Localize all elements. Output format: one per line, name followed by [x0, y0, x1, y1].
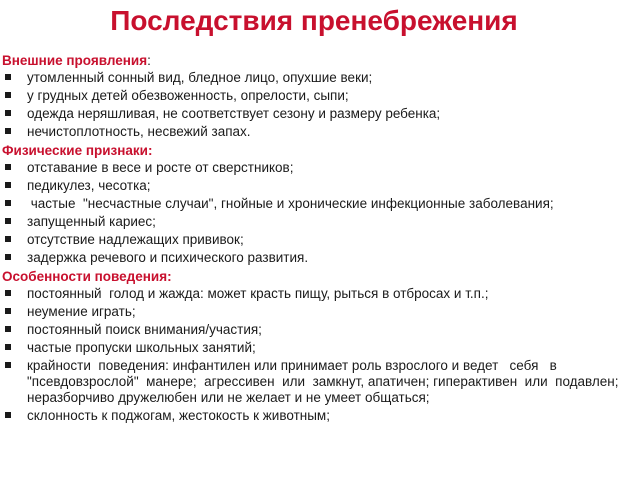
square-bullet-icon [5, 200, 11, 206]
square-bullet-icon [5, 362, 11, 368]
list-item [0, 358, 628, 406]
section-heading-text: Особенности поведения: [2, 269, 172, 284]
list-item [0, 124, 628, 140]
section-heading-colon: : [147, 53, 151, 68]
list-item-text: отставание в весе и росте от сверстников; [27, 160, 294, 175]
list-item [0, 286, 628, 302]
list-item [0, 340, 628, 356]
square-bullet-icon [5, 344, 11, 350]
bullet-list [0, 286, 628, 424]
list-item [0, 214, 628, 230]
list-item [0, 304, 628, 320]
list-item-text: частые пропуски школьных занятий; [27, 340, 256, 355]
list-item-text: у грудных детей обезвоженность, опрелости, сыпи; [27, 88, 349, 103]
bullet-list [0, 160, 628, 266]
list-item-text: утомленный сонный вид, бледное лицо, опухшие веки; [27, 70, 373, 85]
list-item [0, 250, 628, 266]
list-item-text: педикулез, чесотка; [27, 178, 151, 193]
bullet-list [0, 70, 628, 140]
square-bullet-icon [5, 290, 11, 296]
section-heading-text: Внешние проявления [2, 53, 148, 68]
list-item [0, 88, 628, 104]
section-external-signs [0, 52, 628, 140]
list-item-text: постоянный поиск внимания/участия; [27, 322, 262, 337]
square-bullet-icon [5, 164, 11, 170]
list-item [0, 196, 628, 212]
list-item [0, 232, 628, 248]
list-item-text: одежда неряшливая, не соответствует сезону и размеру ребенка; [27, 106, 441, 121]
square-bullet-icon [5, 110, 11, 116]
list-item [0, 408, 628, 424]
list-item-text: неумение играть; [27, 304, 136, 319]
list-item-text: склонность к поджогам, жестокость к животным; [27, 408, 330, 423]
square-bullet-icon [5, 128, 11, 134]
section-heading [2, 52, 628, 70]
list-item [0, 106, 628, 122]
list-item [0, 322, 628, 338]
list-item-text: крайности поведения: инфантилен или принимает роль взрослого и ведет себя в "псевдовзрослой" манере; агрессивен или замкнут, апатичен; гиперактивен или подавлен; неразборчиво дружелюбен или не желает и не умеет общаться; [27, 358, 623, 405]
list-item-text: запущенный кариес; [27, 214, 156, 229]
square-bullet-icon [5, 218, 11, 224]
list-item [0, 70, 628, 86]
section-heading-text: Физические признаки: [2, 143, 153, 158]
slide-title: Последствия пренебрежения [110, 5, 518, 36]
list-item-text: отсутствие надлежащих прививок; [27, 232, 244, 247]
section-physical-signs [0, 142, 628, 266]
square-bullet-icon [5, 236, 11, 242]
square-bullet-icon [5, 326, 11, 332]
list-item-text: задержка речевого и психического развития. [27, 250, 309, 265]
section-heading [2, 268, 628, 286]
list-item-text: частые "несчастные случаи", гнойные и хронические инфекционные заболевания; [27, 196, 554, 211]
square-bullet-icon [5, 182, 11, 188]
list-item [0, 178, 628, 194]
list-item [0, 160, 628, 176]
square-bullet-icon [5, 308, 11, 314]
square-bullet-icon [5, 254, 11, 260]
square-bullet-icon [5, 412, 11, 418]
section-heading [2, 142, 628, 160]
section-behavior-features [0, 268, 628, 424]
list-item-text: нечистоплотность, несвежий запах. [27, 124, 251, 139]
square-bullet-icon [5, 74, 11, 80]
square-bullet-icon [5, 92, 11, 98]
list-item-text: постоянный голод и жажда: может красть пищу, рыться в отбросах и т.п.; [27, 286, 489, 301]
